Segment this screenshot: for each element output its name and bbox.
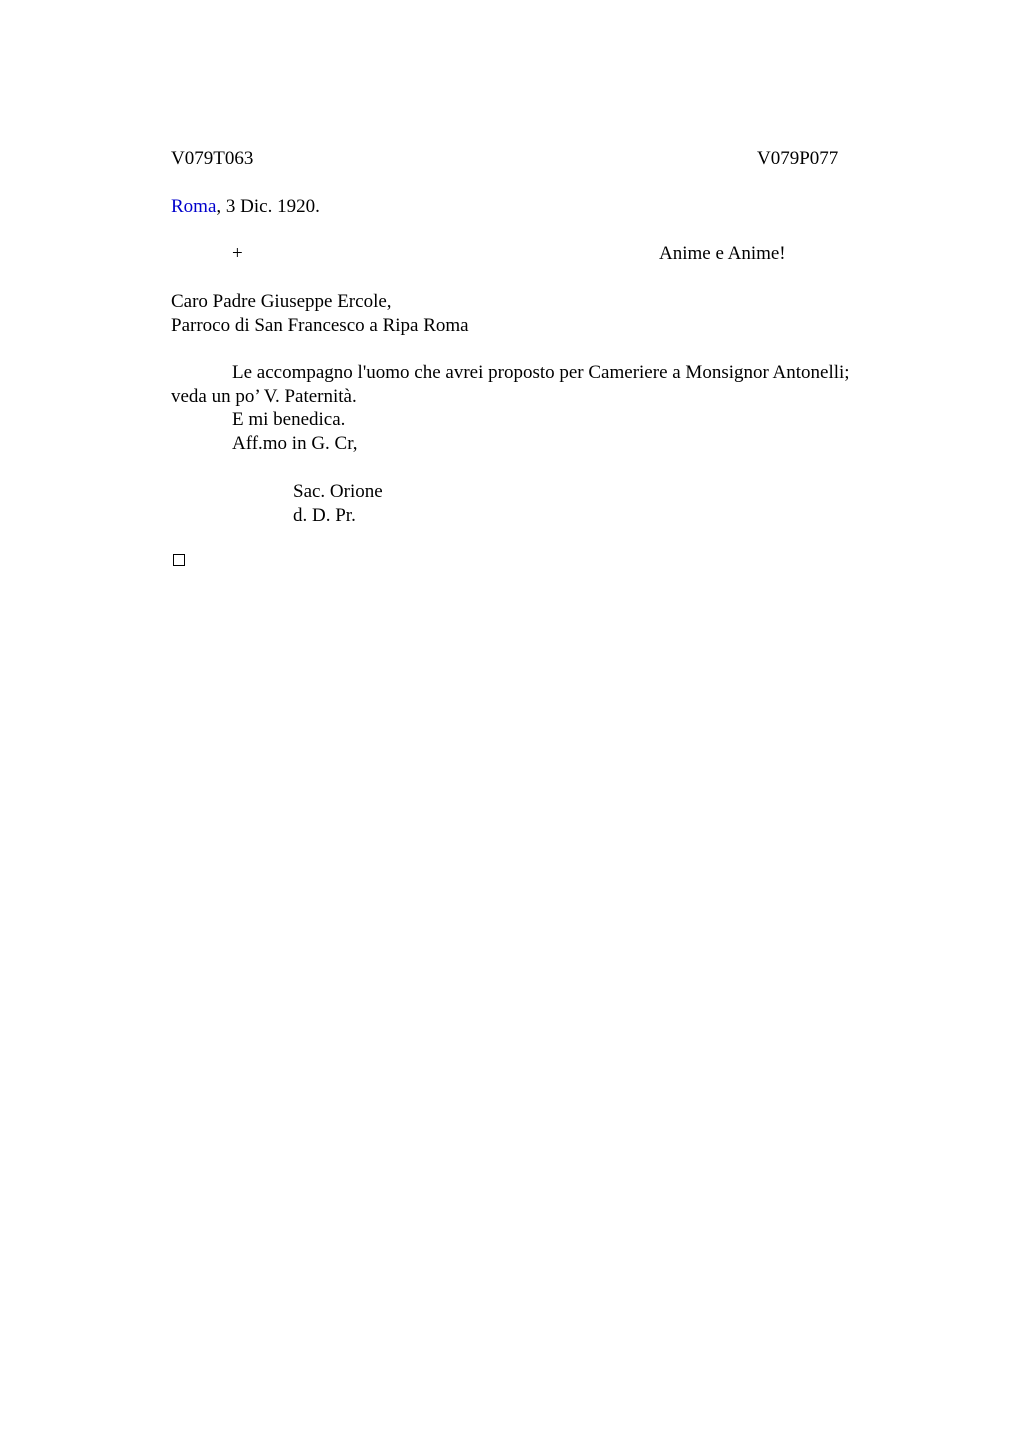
end-of-document-box-icon <box>173 554 185 566</box>
signature-line-1: Sac. Orione <box>293 481 383 502</box>
motto: Anime e Anime! <box>659 243 786 264</box>
body-line-1: Le accompagno l'uomo che avrei proposto per Cameriere a Monsignor Antonelli; <box>232 362 850 383</box>
cross-symbol: + <box>232 243 243 264</box>
document-code-right: V079P077 <box>757 148 839 169</box>
dateline-date: , 3 Dic. 1920. <box>216 196 320 217</box>
document-code-left: V079T063 <box>171 148 254 169</box>
salutation-line-1: Caro Padre Giuseppe Ercole, <box>171 291 392 312</box>
salutation-line-2: Parroco di San Francesco a Ripa Roma <box>171 315 469 336</box>
dateline <box>171 195 320 219</box>
signature-line-2: d. D. Pr. <box>293 505 356 526</box>
closing-line-1: E mi benedica. <box>232 409 346 430</box>
body-line-2: veda un po’ V. Paternità. <box>171 386 357 407</box>
dateline-place-link[interactable]: Roma <box>171 196 217 217</box>
closing-line-2: Aff.mo in G. Cr, <box>232 433 358 454</box>
